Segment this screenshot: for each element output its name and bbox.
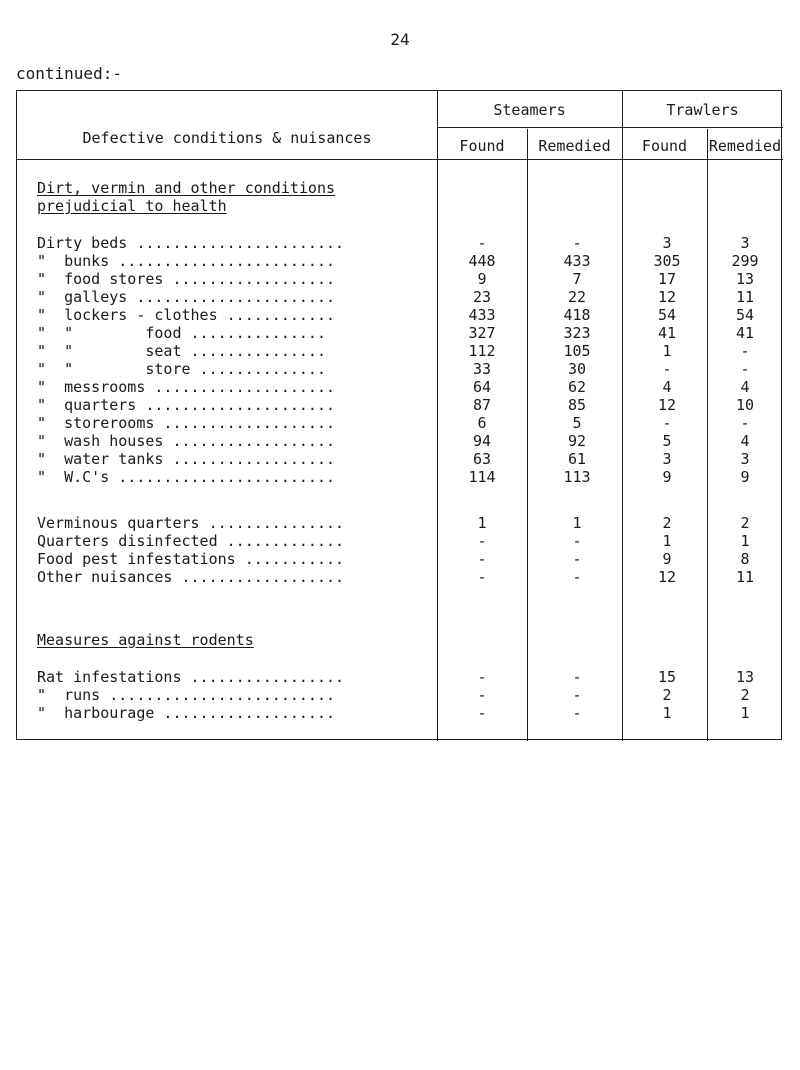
trawlers-remedied-cell: 10 — [735, 396, 755, 414]
trawlers-remedied-cell: 2 — [740, 686, 750, 704]
table-row — [17, 361, 783, 378]
table-row — [17, 379, 783, 396]
trawlers-remedied-cell: - — [740, 360, 750, 378]
row-label: " wash houses .................. — [37, 432, 336, 450]
steamers-found-cell: 448 — [468, 252, 496, 270]
section-heading: prejudicial to health — [37, 197, 227, 215]
steamers-remedied-cell: - — [572, 550, 582, 568]
table-row — [17, 469, 783, 486]
steamers-remedied-cell: - — [572, 568, 582, 586]
row-label: " " seat ............... — [37, 342, 326, 360]
steamers-found-cell: 327 — [468, 324, 496, 342]
steamers-remedied-cell: 323 — [563, 324, 591, 342]
steamers-found-cell: 433 — [468, 306, 496, 324]
trawlers-remedied-cell: 41 — [735, 324, 755, 342]
steamers-found-cell: 94 — [472, 432, 492, 450]
row-label: " harbourage ................... — [37, 704, 336, 722]
header-steamers-remedied: Remedied — [538, 137, 611, 155]
table-row — [17, 705, 783, 722]
trawlers-remedied-cell: 1 — [740, 532, 750, 550]
trawlers-found-cell: 9 — [662, 468, 672, 486]
steamers-found-cell: - — [477, 704, 487, 722]
row-label: " runs ......................... — [37, 686, 336, 704]
continued-label: continued:- — [16, 64, 122, 83]
trawlers-found-cell: 1 — [662, 704, 672, 722]
row-label: Food pest infestations ........... — [37, 550, 345, 568]
trawlers-remedied-cell: 3 — [740, 450, 750, 468]
row-label: " bunks ........................ — [37, 252, 336, 270]
steamers-found-cell: 23 — [472, 288, 492, 306]
trawlers-remedied-cell: 54 — [735, 306, 755, 324]
steamers-remedied-cell: 22 — [567, 288, 587, 306]
row-label: " lockers - clothes ............ — [37, 306, 336, 324]
trawlers-found-cell: 12 — [657, 396, 677, 414]
page-number: 24 — [390, 30, 410, 49]
section-heading: Dirt, vermin and other conditions — [37, 179, 336, 197]
trawlers-remedied-cell: 11 — [735, 288, 755, 306]
trawlers-found-cell: 54 — [657, 306, 677, 324]
table-row — [17, 271, 783, 288]
steamers-remedied-cell: 30 — [567, 360, 587, 378]
table-row — [17, 515, 783, 532]
trawlers-remedied-cell: 1 — [740, 704, 750, 722]
trawlers-found-cell: 9 — [662, 550, 672, 568]
steamers-remedied-cell: 5 — [572, 414, 582, 432]
trawlers-found-cell: 305 — [653, 252, 681, 270]
trawlers-remedied-cell: 9 — [740, 468, 750, 486]
steamers-found-cell: 87 — [472, 396, 492, 414]
trawlers-remedied-cell: 8 — [740, 550, 750, 568]
trawlers-found-cell: 1 — [662, 342, 672, 360]
steamers-found-cell: 114 — [468, 468, 496, 486]
row-label: Dirty beds ....................... — [37, 234, 345, 252]
trawlers-found-cell: 41 — [657, 324, 677, 342]
row-label: " messrooms .................... — [37, 378, 336, 396]
table-row — [17, 253, 783, 270]
defects-table — [16, 90, 782, 740]
trawlers-found-cell: - — [662, 414, 672, 432]
row-label: " W.C's ........................ — [37, 468, 336, 486]
steamers-found-cell: - — [477, 234, 487, 252]
trawlers-found-cell: 5 — [662, 432, 672, 450]
row-label: " " store .............. — [37, 360, 326, 378]
steamers-remedied-cell: 85 — [567, 396, 587, 414]
row-label: " food stores .................. — [37, 270, 336, 288]
steamers-found-cell: 63 — [472, 450, 492, 468]
steamers-remedied-cell: - — [572, 668, 582, 686]
row-label: Quarters disinfected ............. — [37, 532, 345, 550]
trawlers-found-cell: 12 — [657, 568, 677, 586]
table-row — [17, 289, 783, 306]
row-label: " " food ............... — [37, 324, 326, 342]
trawlers-found-cell: 4 — [662, 378, 672, 396]
table-row — [17, 235, 783, 252]
trawlers-found-cell: - — [662, 360, 672, 378]
steamers-remedied-cell: 113 — [563, 468, 591, 486]
steamers-found-cell: - — [477, 532, 487, 550]
table-row — [17, 451, 783, 468]
steamers-remedied-cell: 433 — [563, 252, 591, 270]
steamers-found-cell: - — [477, 668, 487, 686]
row-label: " storerooms ................... — [37, 414, 336, 432]
steamers-remedied-cell: 61 — [567, 450, 587, 468]
trawlers-remedied-cell: 299 — [731, 252, 759, 270]
steamers-found-cell: 6 — [477, 414, 487, 432]
steamers-remedied-cell: - — [572, 686, 582, 704]
table-row — [17, 551, 783, 568]
header-steamers: Steamers — [493, 101, 566, 119]
section-heading: Measures against rodents — [37, 631, 254, 649]
trawlers-remedied-cell: 4 — [740, 378, 750, 396]
steamers-found-cell: 112 — [468, 342, 496, 360]
row-label: " water tanks .................. — [37, 450, 336, 468]
steamers-remedied-cell: - — [572, 704, 582, 722]
steamers-found-cell: 33 — [472, 360, 492, 378]
row-label: " quarters ..................... — [37, 396, 336, 414]
row-label: Rat infestations ................. — [37, 668, 345, 686]
table-row — [17, 433, 783, 450]
trawlers-remedied-cell: - — [740, 342, 750, 360]
trawlers-found-cell: 15 — [657, 668, 677, 686]
header-trawlers-remedied: Remedied — [708, 137, 782, 155]
table-row — [17, 307, 783, 324]
trawlers-found-cell: 2 — [662, 514, 672, 532]
table-row — [17, 669, 783, 686]
trawlers-remedied-cell: 3 — [740, 234, 750, 252]
steamers-found-cell: - — [477, 568, 487, 586]
row-label: Verminous quarters ............... — [37, 514, 345, 532]
trawlers-found-cell: 3 — [662, 450, 672, 468]
table-row — [17, 533, 783, 550]
trawlers-remedied-cell: 11 — [735, 568, 755, 586]
steamers-found-cell: - — [477, 550, 487, 568]
trawlers-remedied-cell: 13 — [735, 270, 755, 288]
trawlers-found-cell: 12 — [657, 288, 677, 306]
trawlers-remedied-cell: 13 — [735, 668, 755, 686]
table-row — [17, 343, 783, 360]
header-trawlers-found: Found — [641, 137, 688, 155]
steamers-remedied-cell: 62 — [567, 378, 587, 396]
header-defects: Defective conditions & nuisances — [82, 129, 372, 147]
table-row — [17, 569, 783, 586]
header-steamers-found: Found — [459, 137, 505, 155]
table-row — [17, 397, 783, 414]
steamers-found-cell: 1 — [477, 514, 487, 532]
steamers-found-cell: - — [477, 686, 487, 704]
steamers-remedied-cell: 92 — [567, 432, 587, 450]
header-trawlers: Trawlers — [666, 101, 739, 119]
trawlers-remedied-cell: 4 — [740, 432, 750, 450]
steamers-found-cell: 64 — [472, 378, 492, 396]
steamers-remedied-cell: 418 — [563, 306, 591, 324]
trawlers-remedied-cell: 2 — [740, 514, 750, 532]
subheader-divider — [437, 127, 783, 128]
table-row — [17, 415, 783, 432]
trawlers-found-cell: 2 — [662, 686, 672, 704]
row-label: Other nuisances .................. — [37, 568, 345, 586]
steamers-remedied-cell: - — [572, 234, 582, 252]
table-row — [17, 687, 783, 704]
header-divider — [17, 159, 783, 160]
trawlers-remedied-cell: - — [740, 414, 750, 432]
row-label: " galleys ...................... — [37, 288, 336, 306]
table-row — [17, 325, 783, 342]
steamers-remedied-cell: 7 — [572, 270, 582, 288]
trawlers-found-cell: 17 — [657, 270, 677, 288]
steamers-remedied-cell: 1 — [572, 514, 582, 532]
steamers-found-cell: 9 — [477, 270, 487, 288]
trawlers-found-cell: 3 — [662, 234, 672, 252]
steamers-remedied-cell: - — [572, 532, 582, 550]
trawlers-found-cell: 1 — [662, 532, 672, 550]
steamers-remedied-cell: 105 — [563, 342, 591, 360]
